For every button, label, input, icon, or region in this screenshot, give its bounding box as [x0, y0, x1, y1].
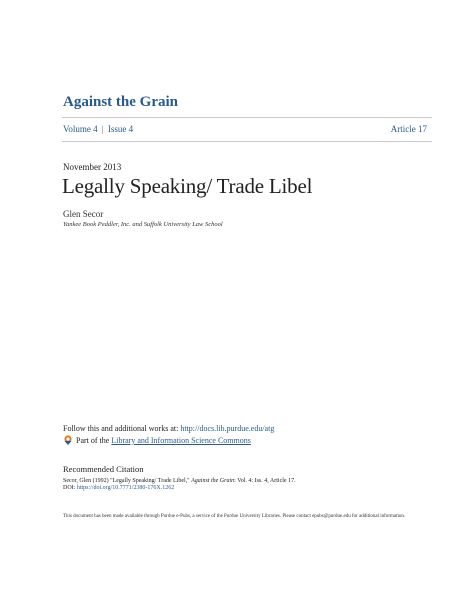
commons-link[interactable]: Library and Information Science Commons	[111, 435, 251, 445]
part-of-line	[63, 435, 251, 445]
availability-notice: This document has been made available through Purdue e-Pubs, a service of the Purdue University Libraries. Please contact epubs@purdue.edu for additional information.	[63, 514, 406, 519]
volume-link[interactable]: Volume 4	[63, 124, 98, 134]
issue-link[interactable]: Issue 4	[107, 124, 134, 134]
citation-text-after: : Vol. 4: Iss. 4, Article 17.	[234, 478, 296, 484]
divider-bottom	[62, 141, 432, 142]
follow-line	[63, 424, 274, 433]
network-icon	[63, 435, 73, 445]
doi-label: DOI:	[63, 485, 77, 491]
doi-line	[63, 485, 174, 491]
citation-journal: Against the Grain	[191, 478, 235, 484]
article-title: Legally Speaking/ Trade Libel	[62, 174, 313, 198]
part-of-text: Part of the	[76, 435, 110, 445]
divider-top	[62, 117, 432, 118]
citation-text-before: Secor, Glen (1992) "Legally Speaking/ Trade Libel,"	[63, 478, 192, 484]
recommended-citation-heading: Recommended Citation	[63, 464, 144, 474]
citation-text	[63, 477, 296, 485]
volume-issue-separator: |	[101, 124, 104, 134]
volume-issue-line	[63, 124, 133, 134]
article-number[interactable]: Article 17	[390, 124, 427, 134]
journal-title[interactable]: Against the Grain	[63, 94, 179, 110]
follow-url-link[interactable]: http://docs.lib.purdue.edu/atg	[180, 424, 275, 433]
doi-link[interactable]: https://doi.org/10.7771/2380-176X.1262	[76, 485, 175, 491]
author-affiliation: Yankee Book Peddler, Inc. and Suffolk University Law School	[63, 221, 223, 228]
follow-text: Follow this and additional works at:	[63, 424, 181, 433]
publication-date: November 2013	[63, 162, 122, 172]
author-name: Glen Secor	[63, 209, 104, 219]
